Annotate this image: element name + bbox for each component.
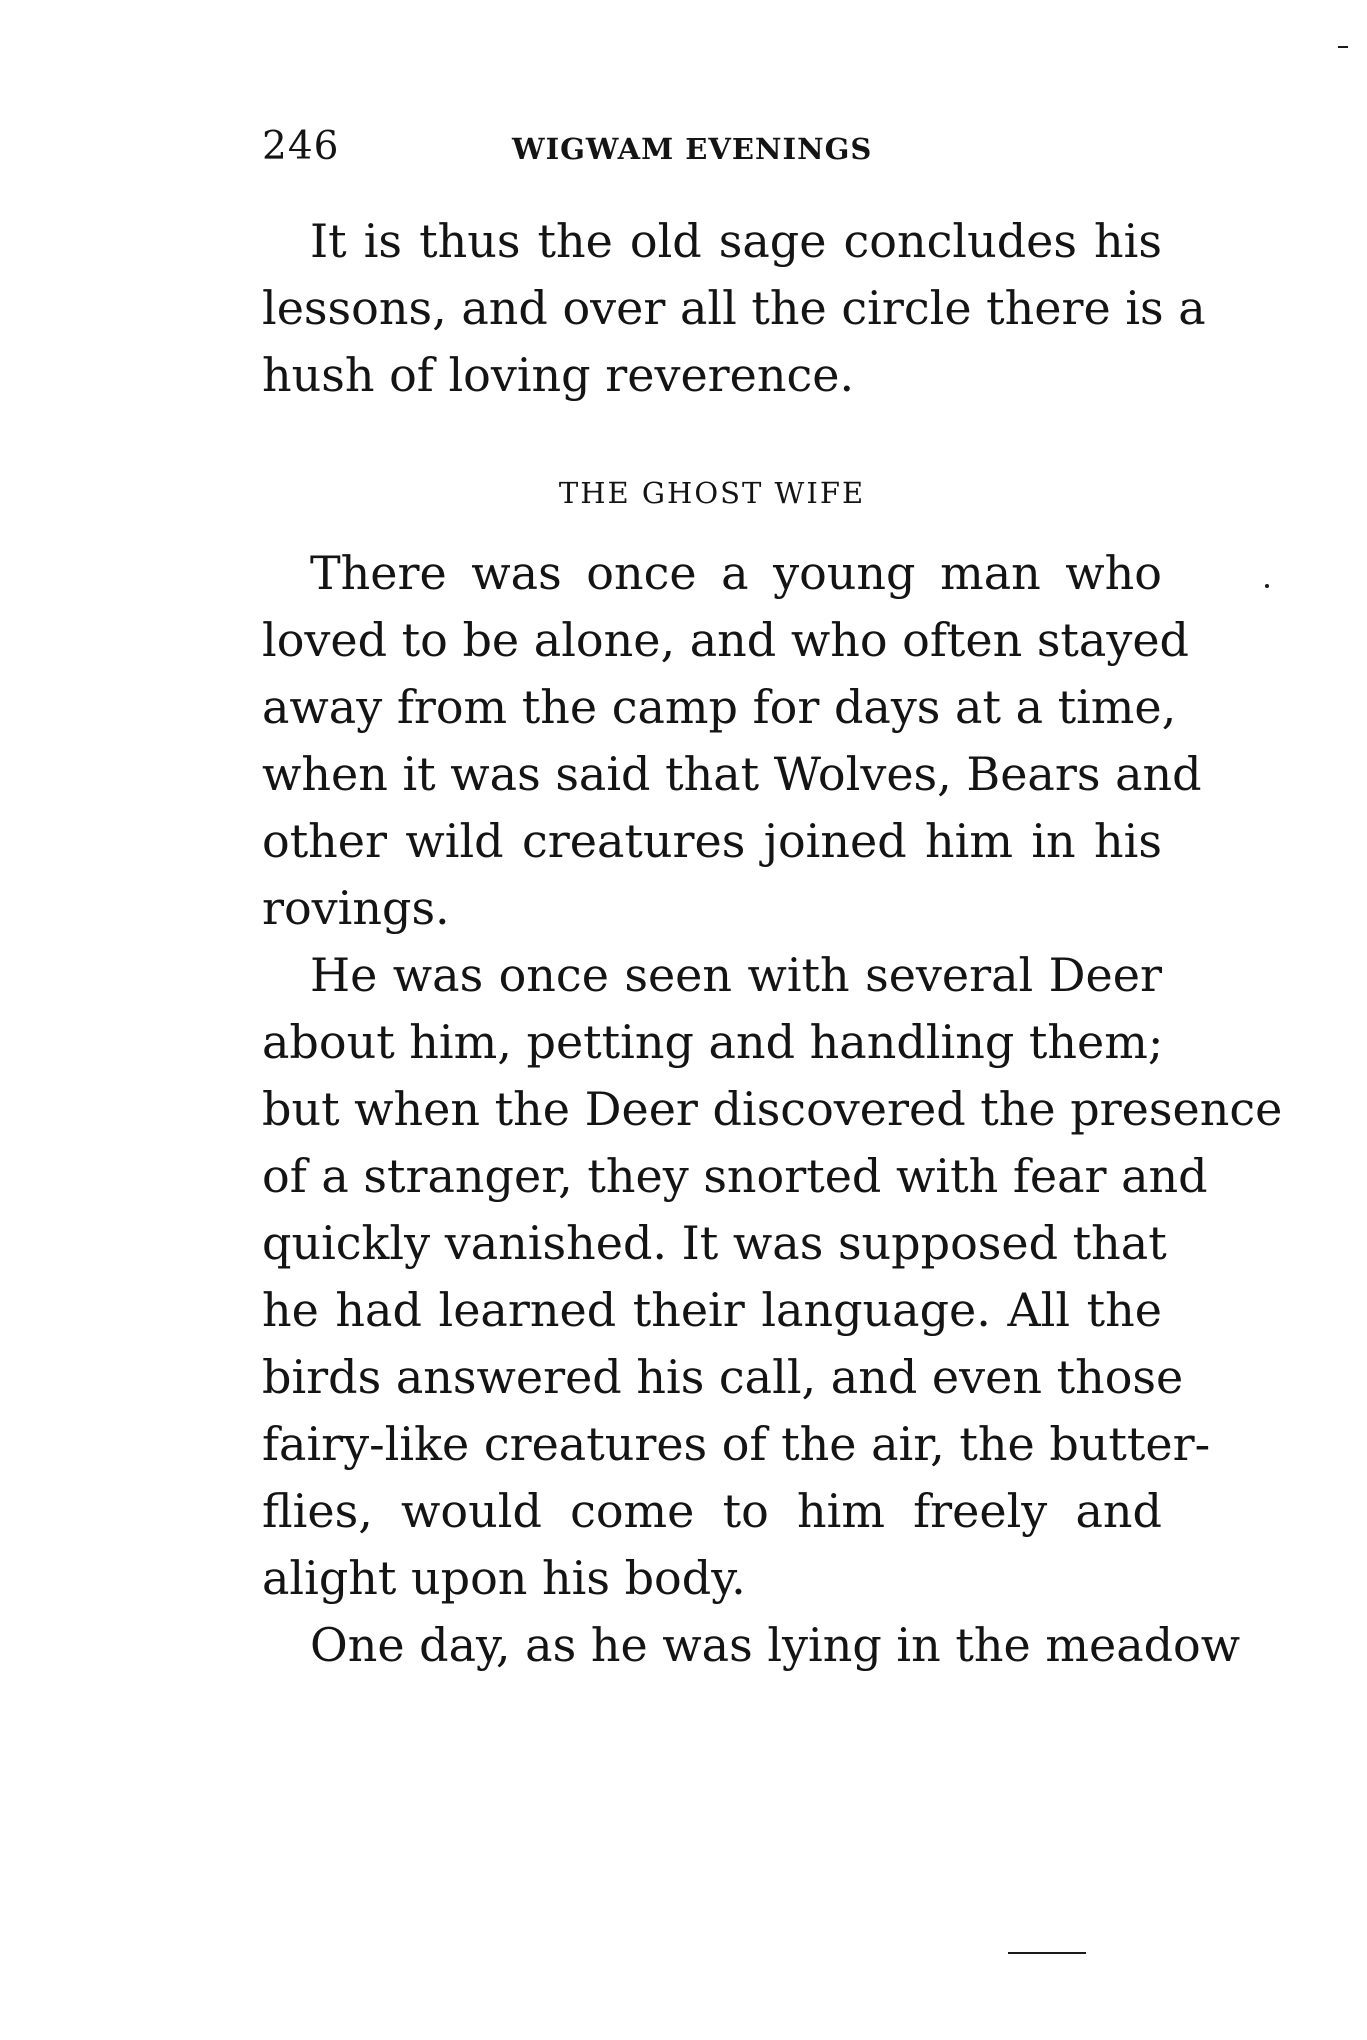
page-number: 246 [262, 124, 340, 169]
text-line: away from the camp for days at a time, [262, 680, 1177, 734]
story-text [262, 540, 1283, 1679]
intro-paragraph [262, 208, 1206, 409]
section-heading: THE GHOST WIFE [558, 476, 866, 510]
text-line: There was once a young man who [310, 546, 1162, 600]
text-line: other wild creatures joined him in his [262, 814, 1162, 868]
text-line: He was once seen with several Deer [310, 948, 1162, 1002]
text-line: birds answered his call, and even those [262, 1350, 1184, 1404]
text-line: quickly vanished. It was supposed that [262, 1216, 1167, 1270]
text-line: It is thus the old sage concludes his [310, 214, 1162, 268]
text-line: but when the Deer discovered the presence [262, 1082, 1283, 1136]
text-line: of a stranger, they snorted with fear and [262, 1149, 1208, 1203]
running-head [262, 124, 962, 174]
running-title: WIGWAM EVENINGS [512, 132, 873, 166]
text-line: loved to be alone, and who often stayed [262, 613, 1189, 667]
scan-mark [1008, 1952, 1086, 1954]
scan-mark [1265, 584, 1269, 588]
text-line: when it was said that Wolves, Bears and [262, 747, 1202, 801]
text-line: rovings. [262, 881, 450, 935]
text-line: he had learned their language. All the [262, 1283, 1162, 1337]
text-line: fairy-like creatures of the air, the butter- [262, 1417, 1211, 1471]
text-line: One day, as he was lying in the meadow [310, 1618, 1241, 1672]
text-line: alight upon his body. [262, 1551, 746, 1605]
text-line: about him, petting and handling them; [262, 1015, 1164, 1069]
scan-mark [1338, 46, 1348, 48]
text-line: lessons, and over all the circle there is a [262, 281, 1206, 335]
text-line: hush of loving reverence. [262, 348, 855, 402]
text-line: flies, would come to him freely and [262, 1484, 1162, 1538]
